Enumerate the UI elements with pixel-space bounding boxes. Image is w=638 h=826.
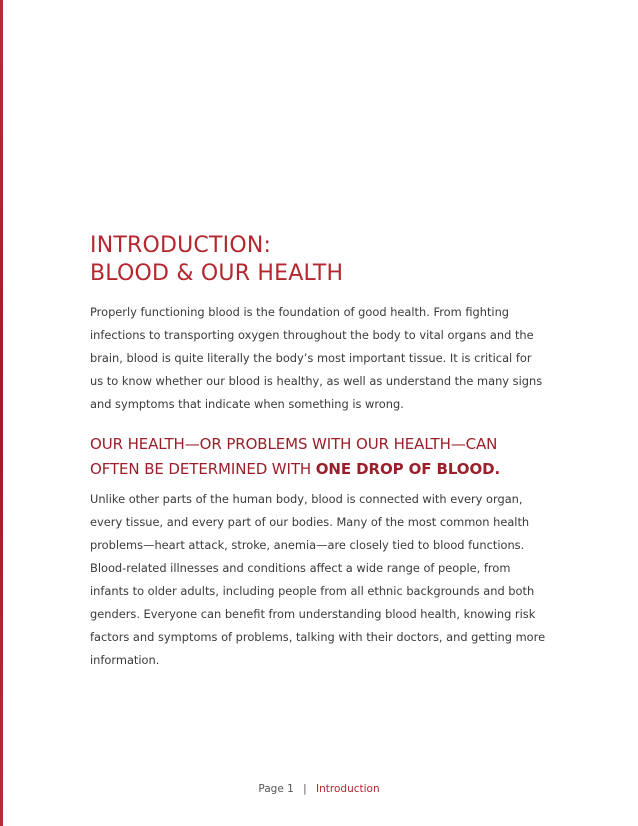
footer-separator: |: [303, 783, 307, 795]
section-subheading: [90, 432, 548, 482]
footer-section-label: Introduction: [316, 783, 380, 795]
page-title: [90, 232, 548, 288]
page-title-line-2: BLOOD & OUR HEALTH: [90, 261, 344, 286]
page-footer: [0, 783, 638, 795]
footer-page-label: Page 1: [258, 783, 294, 795]
intro-paragraph: Properly functioning blood is the foundation of good health. From fighting infections to transporting oxygen throughout the body to vital organs and the brain, blood is quite literally the body’s most important tissue. It is critical for us to know whether our blood is healthy, as well as understand the many signs and symptoms that indicate when something is wrong.: [90, 305, 543, 411]
page-content: [90, 232, 548, 672]
subheading-emphasis: ONE DROP OF BLOOD.: [315, 460, 501, 478]
body-paragraph: Unlike other parts of the human body, blood is connected with every organ, every tissue, and every part of our bodies. Many of the most common health problems—heart attack, stroke, anemia—are closely tied to blood functions. Blood-related illnesses and conditions affect a wide range of people, from infants to older adults, including people from all ethnic backgrounds and both genders. Everyone can benefit from understanding blood health, knowing risk factors and symptoms of problems, talking with their doctors, and getting more information.: [90, 492, 546, 667]
page-title-line-1: INTRODUCTION:: [90, 233, 272, 258]
left-margin-rule: [0, 0, 3, 826]
subheading-text: OUR HEALTH—OR PROBLEMS WITH OUR HEALTH—CAN OFTEN BE DETERMINED WITH: [90, 435, 498, 478]
